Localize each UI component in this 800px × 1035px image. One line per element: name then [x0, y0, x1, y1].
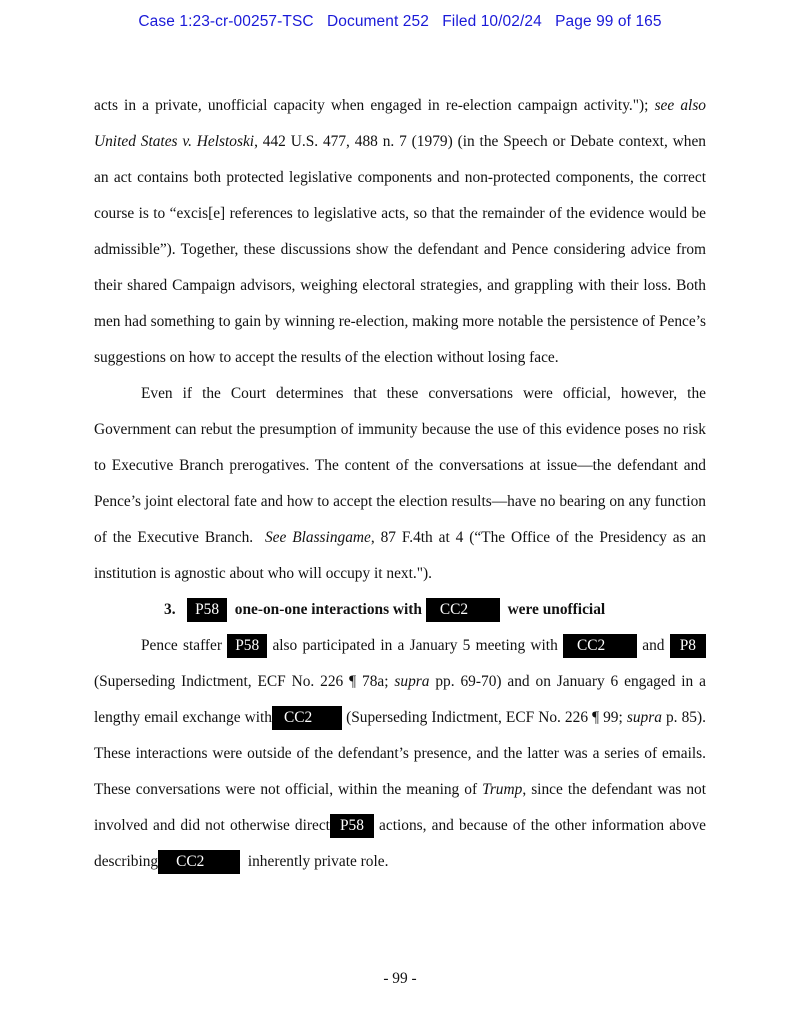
para3-line2: (Superseding Indictment, ECF No. 226 ¶ 78a; supra pp. 69-70) and on January 6 engaged in a — [94, 673, 706, 690]
para3-line5: These conversations were not official, within the meaning of Trump, since the defendant was not — [94, 781, 706, 798]
para2-line5: of the Executive Branch. See Blassingame, 87 F.4th at 4 (“The Office of the Presidency as an — [94, 529, 706, 546]
document-body — [94, 88, 706, 880]
page-number: - 99 - — [383, 970, 417, 987]
para1-line4: course is to “excis[e] references to legislative acts, so that the remainder of the evidence would be — [94, 205, 706, 222]
para2-line6: institution is agnostic about who will occupy it next."). — [94, 565, 433, 582]
para2-line1: Even if the Court determines that these conversations were official, however, the — [141, 385, 706, 402]
para1-line8: suggestions on how to accept the results of the election without losing face. — [94, 349, 559, 366]
para1-line7: men had something to gain by winning re-election, making more notable the persistence of Pence’s — [94, 313, 706, 330]
para2-line2: Government can rebut the presumption of immunity because the use of this evidence poses no risk — [94, 421, 706, 438]
case-number: Case 1:23-cr-00257-TSC — [138, 13, 314, 30]
redaction-box: CC2 — [563, 634, 637, 658]
para2-line4: Pence’s joint electoral fate and how to accept the election results—have no bearing on any function — [94, 493, 706, 510]
redaction-box: CC2 — [426, 598, 500, 622]
para3-line6: involved and did not otherwise direct P58 actions, and because of the other information above — [94, 808, 706, 844]
redaction-box: P8 — [670, 634, 706, 658]
para1-line5: admissible”). Together, these discussions show the defendant and Pence considering advice from — [94, 241, 706, 258]
redaction-box: P58 — [330, 814, 374, 838]
para3-line3: lengthy email exchange with CC2 (Superseding Indictment, ECF No. 226 ¶ 99; supra p. 85). — [94, 700, 706, 736]
para3-line4: These interactions were outside of the defendant’s presence, and the latter was a series of emails. — [94, 745, 706, 762]
para2-line3: to Executive Branch prerogatives. The content of the conversations at issue—the defendant and — [94, 457, 706, 474]
para1-line6: their shared Campaign advisors, weighing electoral strategies, and grappling with their loss. Both — [94, 277, 706, 294]
filed-date: Filed 10/02/24 — [442, 13, 542, 30]
page-of-total: Page 99 of 165 — [555, 13, 662, 30]
case-header — [0, 13, 800, 31]
redaction-box: P58 — [187, 598, 227, 622]
redaction-box: CC2 — [272, 706, 342, 730]
para1-line2: United States v. Helstoski, 442 U.S. 477, 488 n. 7 (1979) (in the Speech or Debate context, when — [94, 133, 706, 150]
redaction-box: P58 — [227, 634, 267, 658]
para3-line1: Pence staffer P58 also participated in a January 5 meeting with CC2 and P8 — [94, 628, 706, 664]
para3-line7: describing CC2 inherently private role. — [94, 844, 706, 880]
section-heading: 3. P58 one-on-one interactions with CC2 were unofficial — [94, 592, 706, 628]
redaction-box: CC2 — [158, 850, 240, 874]
document-number: Document 252 — [326, 13, 429, 30]
para1-line1: acts in a private, unofficial capacity when engaged in re-election campaign activity."); see also — [94, 97, 706, 114]
para1-line3: an act contains both protected legislative components and non-protected components, the correct — [94, 169, 706, 186]
